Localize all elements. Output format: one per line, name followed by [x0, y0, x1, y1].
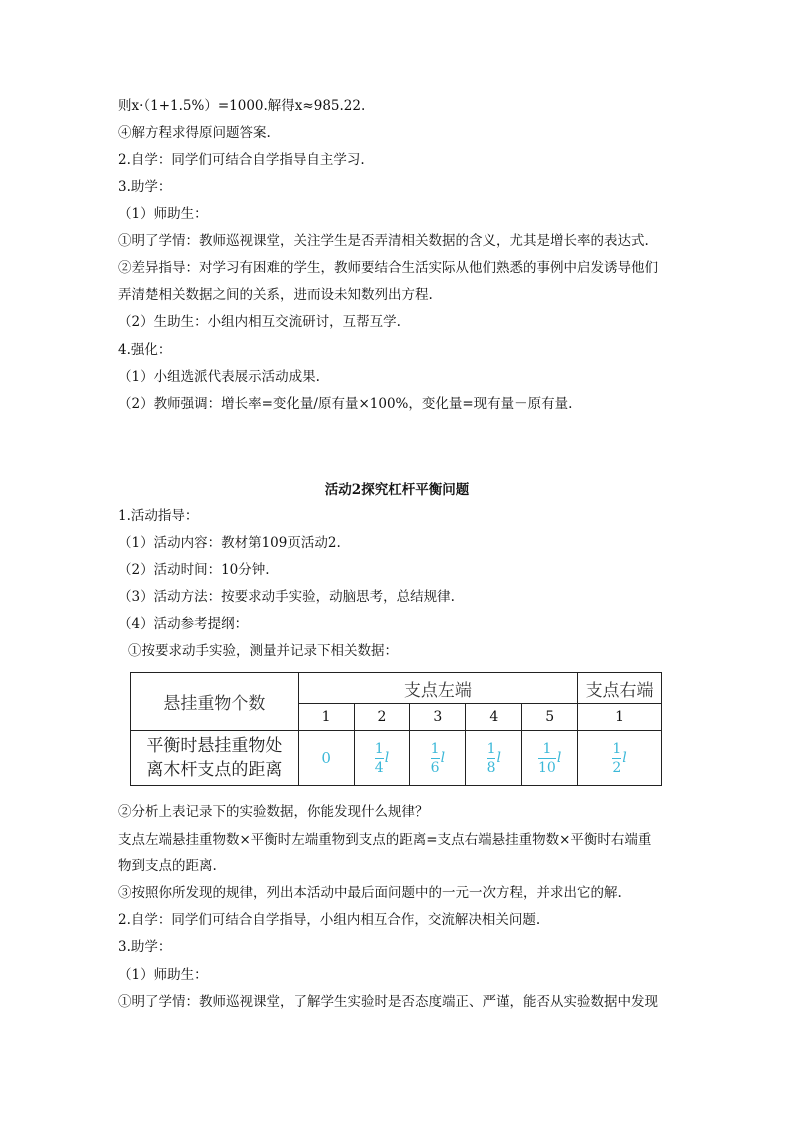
distance-cell: [298, 731, 354, 786]
fraction: [487, 741, 496, 776]
fraction-denominator: 4: [374, 759, 384, 776]
fraction-numerator: 1: [486, 740, 496, 757]
fraction-denominator: 10: [538, 759, 556, 776]
fraction: [375, 741, 384, 776]
fraction-bar: [538, 758, 556, 759]
text-line: ②差异指导：对学习有困难的学生，教师要结合生活实际从他们熟悉的事例中启发诱导他们: [118, 260, 658, 276]
text-line: ③按照你所发现的规律，列出本活动中最后面问题中的一元一次方程，并求出它的解.: [118, 885, 622, 901]
fraction-denominator: 2: [612, 759, 622, 776]
row-label-distance: [131, 731, 299, 786]
text-line: （1）师助生：: [118, 967, 208, 983]
text-line: （2）活动时间：10分钟.: [118, 562, 270, 578]
text-line: 2.自学：同学们可结合自学指导自主学习.: [118, 152, 365, 168]
distance-cell: [578, 731, 662, 786]
left-side-header: 支点左端: [298, 673, 577, 704]
text-line: （1）活动内容：教材第109页活动2.: [118, 535, 341, 551]
distance-value: 0: [321, 749, 331, 767]
text-line: （3）活动方法：按要求动手实验，动脑思考，总结规律.: [118, 589, 455, 605]
fraction-bar: [612, 758, 621, 759]
text-line: 3.助学：: [118, 939, 172, 955]
row-header-count: 悬挂重物个数: [131, 673, 299, 731]
row-label-line: 离木杆支点的距离: [146, 760, 283, 780]
fraction-denominator: 6: [430, 759, 440, 776]
text-line: 弄清楚相关数据之间的关系，进而设未知数列出方程.: [118, 287, 433, 303]
count-cell: 5: [522, 704, 578, 731]
text-line: ①明了学情：教师巡视课堂，了解学生实验时是否态度端正、严谨，能否从实验数据中发现: [118, 994, 658, 1010]
fraction-numerator: 1: [430, 740, 440, 757]
text-line: 4.强化：: [118, 342, 172, 358]
count-cell: 3: [410, 704, 466, 731]
count-cell: 1: [298, 704, 354, 731]
count-cell: 2: [354, 704, 410, 731]
fraction-bar: [375, 758, 384, 759]
unit-label: l: [496, 750, 501, 766]
count-cell: 4: [466, 704, 522, 731]
fraction-numerator: 1: [374, 740, 384, 757]
fraction: [538, 741, 556, 776]
lever-data-table: [130, 672, 662, 786]
distance-cell: [354, 731, 410, 786]
text-line: （2）教师强调：增长率=变化量/原有量×100%，变化量=现有量－原有量.: [118, 396, 573, 412]
distance-cell: [522, 731, 578, 786]
fraction-bar: [431, 758, 440, 759]
text-line: ②分析上表记录下的实验数据，你能发现什么规律？: [118, 804, 429, 820]
text-line: ①按要求动手实验，测量并记录下相关数据：: [128, 643, 398, 659]
fraction-denominator: 8: [486, 759, 496, 776]
text-line: 2.自学：同学们可结合自学指导，小组内相互合作，交流解决相关问题.: [118, 912, 541, 928]
section-title: 活动2探究杠杆平衡问题: [324, 482, 470, 498]
text-line: （2）生助生：小组内相互交流研讨，互帮互学.: [118, 314, 401, 330]
unit-label: l: [440, 750, 446, 766]
text-line: （4）活动参考提纲：: [118, 616, 249, 632]
right-side-header: 支点右端: [578, 673, 662, 704]
fraction: [612, 741, 621, 776]
unit-label: l: [622, 750, 627, 766]
distance-cell: [410, 731, 466, 786]
text-line: 1.活动指导：: [118, 508, 199, 524]
text-line: （1）小组选派代表展示活动成果.: [118, 369, 320, 385]
distance-cell: [466, 731, 522, 786]
fraction: [431, 741, 440, 776]
fraction-numerator: 1: [612, 740, 622, 757]
text-line: 物到支点的距离.: [118, 858, 217, 874]
text-line: ④解方程求得原问题答案.: [118, 125, 271, 141]
fraction-numerator: 1: [542, 740, 552, 757]
text-line: （1）师助生：: [118, 206, 208, 222]
text-line: 支点左端悬挂重物数×平衡时左端重物到支点的距离=支点右端悬挂重物数×平衡时右端重: [118, 832, 652, 848]
count-cell: 1: [578, 704, 662, 731]
fraction-bar: [487, 758, 496, 759]
text-line: 3.助学：: [118, 179, 172, 195]
unit-label: l: [556, 750, 562, 766]
row-label-line: 平衡时悬挂重物处: [146, 736, 283, 756]
unit-label: l: [384, 750, 390, 766]
text-line: 则x·（1+1.5%）=1000.解得x≈985.22.: [118, 98, 366, 114]
text-line: ①明了学情：教师巡视课堂，关注学生是否弄清相关数据的含义，尤其是增长率的表达式.: [118, 233, 649, 249]
